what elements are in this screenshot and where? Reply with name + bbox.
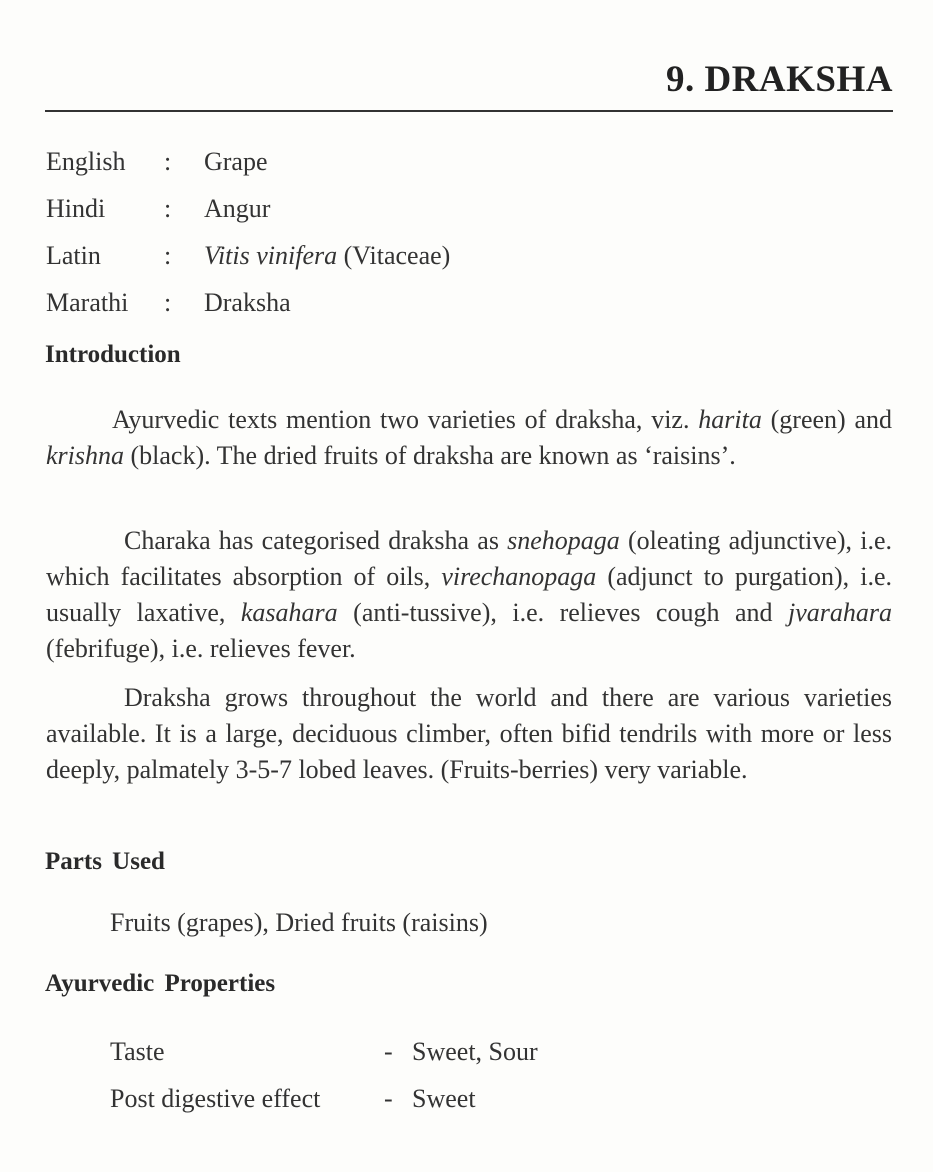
name-row-latin	[46, 232, 450, 279]
name-value: Grape	[204, 146, 268, 176]
property-separator: -	[384, 1036, 393, 1066]
latin-binomial: Vitis vinifera	[204, 240, 338, 270]
chapter-title: 9. DRAKSHA	[665, 59, 893, 100]
ayurvedic-properties-heading: Ayurvedic Properties	[45, 970, 276, 997]
name-label: English	[46, 146, 126, 176]
property-value: Sweet, Sour	[412, 1036, 538, 1066]
latin-family: (Vitaceae)	[337, 240, 451, 270]
italic-term: jvarahara	[788, 598, 892, 627]
italic-term: snehopaga	[507, 526, 620, 555]
italic-term: virechanopaga	[441, 562, 597, 591]
name-label: Marathi	[46, 287, 129, 317]
italic-term: harita	[698, 405, 762, 434]
intro-paragraph-2	[46, 523, 892, 667]
text-run: Ayurvedic texts mention two varieties of draksha, viz.	[112, 405, 699, 434]
text-run: (febrifuge), i.e. relieves fever.	[46, 634, 356, 663]
property-row-taste	[110, 1028, 538, 1075]
property-value: Sweet	[412, 1083, 476, 1113]
plant-names	[46, 138, 450, 326]
name-value	[204, 241, 450, 271]
property-label: Taste	[110, 1036, 165, 1066]
name-separator: :	[164, 193, 172, 223]
property-separator: -	[384, 1083, 393, 1113]
text-run: (adjunct to purgation), i.e. usually laxative,	[46, 562, 892, 627]
name-label: Latin	[46, 240, 101, 270]
name-row-hindi	[46, 185, 450, 232]
intro-paragraph-3: Draksha grows throughout the world and there are various varieties available. It is a large, deciduous climber, often bifid tendrils with more or less deeply, palmately 3-5-7 lobed leaves. (Fruits-berries) very variable.	[46, 683, 892, 784]
name-value: Draksha	[204, 287, 291, 317]
text-run: (oleating adjunctive), i.e. which facilitates absorption of oils,	[46, 526, 892, 591]
parts-used-heading: Parts Used	[45, 848, 165, 875]
parts-used-text: Fruits (grapes), Dried fruits (raisins)	[110, 908, 488, 937]
introduction-heading: Introduction	[45, 341, 181, 368]
italic-term: kasahara	[240, 598, 338, 627]
name-value: Angur	[204, 193, 271, 223]
name-row-marathi	[46, 279, 450, 326]
name-separator: :	[164, 146, 172, 176]
text-run: (anti-tussive), i.e. relieves cough and	[337, 598, 788, 627]
properties-list	[110, 1028, 538, 1122]
text-run: (black). The dried fruits of draksha are known as ‘raisins’.	[124, 441, 736, 470]
text-run: Charaka has categorised draksha as	[124, 526, 508, 555]
title-divider	[45, 110, 893, 112]
italic-term: krishna	[46, 441, 124, 470]
property-label: Post digestive effect	[110, 1083, 321, 1113]
intro-paragraph-1	[46, 402, 892, 474]
name-separator: :	[164, 240, 172, 270]
name-separator: :	[164, 287, 172, 317]
name-label: Hindi	[46, 193, 106, 223]
property-row-post-digestive	[110, 1075, 538, 1122]
name-row-english	[46, 138, 450, 185]
text-run: (green) and	[761, 405, 892, 434]
